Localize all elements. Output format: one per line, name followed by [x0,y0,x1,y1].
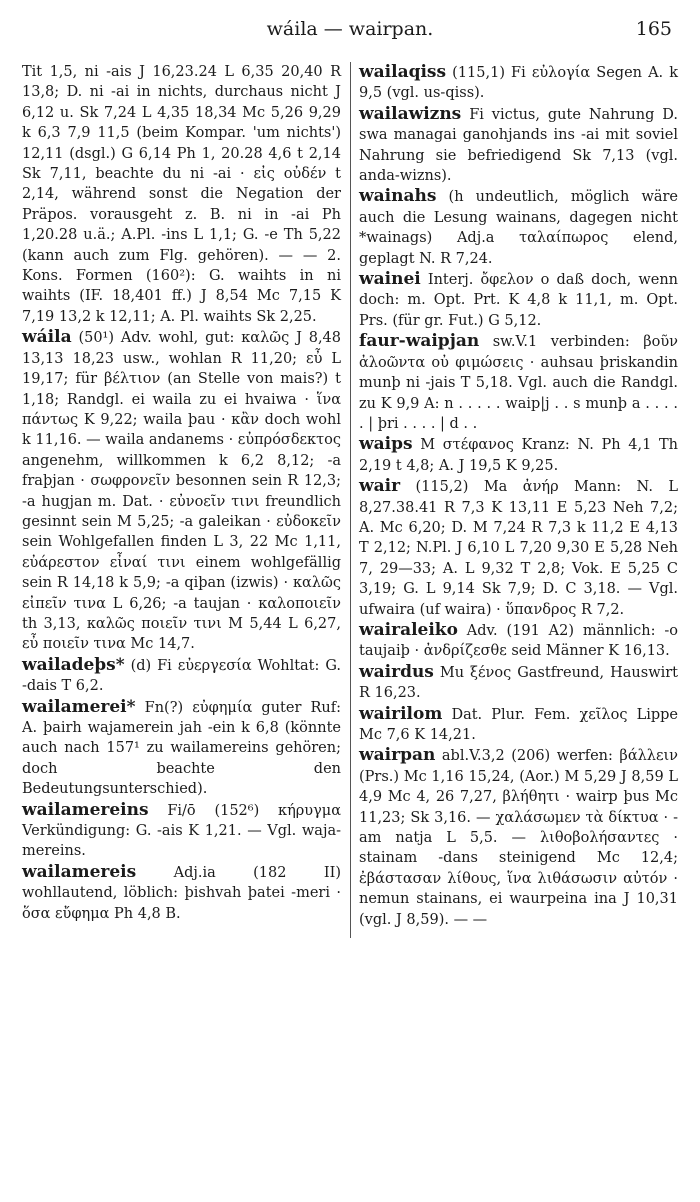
dictionary-entry [359,704,678,746]
entry-headword: wailawizns [359,103,462,124]
two-column-body [22,62,678,930]
entry-body: Adv. (191 A2) männlich: -o taujaiþ · ἀνδρίζεσθε seid Männer K 16,13. [359,622,678,660]
entry-body: Fi/ō (152⁶) κήρυγμα Verkündigung: G. -ais K 1,21. — Vgl. waja-mereins. [22,802,342,860]
dictionary-entry [22,62,341,327]
entry-headword: wailamereis [22,861,137,882]
entry-body: Dat. Plur. Fem. χεῖλος Lippe Mc 7,6 K 14,21. [359,706,679,743]
dictionary-entry [22,655,341,697]
entry-body: M στέφανος Kranz: N. Ph 4,1 Th 2,19 t 4,8; A. J 19,5 K 9,25. [359,437,679,474]
entry-headword: wairdus [359,661,434,682]
entry-headword: wailadeþs* [22,654,125,675]
dictionary-entry [22,862,341,924]
entry-body: (50¹) Adv. wohl, gut: καλῶς J 8,48 13,13 18,23 usw., wohlan R 11,20; εὖ L 19,17; für βέλτιον (an Stelle von mais?) t 1,18; Randgl. ei waila zu ei hvaiwa · ἵνα πάντως K 9,22; waila þau · κἂν doch wohl k 11,16. — waila andanems · εὐπρόσδεκτος angenehm, willkommen k 6,2 8,12; -a fraþjan · σωφρονεῖν besonnen sein R 12,3; -a hugjan m. Dat. · εὐνοεῖν τινι freundlich gesinnt sein M 5,25; -a galeikan · εὐδοκεῖν sein Wohlgefallen finden L 3, 22 Mc 1,11, εὐάρεστον εἶναί τινι einem wohlgefällig sein R 14,18 k 5,9; -a qiþan (izwis) · καλῶς εἰπεῖν τινα L 6,26; -a taujan · καλοποιεῖν th 3,13, καλῶς ποιεῖν τινι M 5,44 L 6,27, εὖ ποιεῖν τινα Mc 14,7. [22,330,342,653]
dictionary-entry [22,327,341,655]
entry-body: abl.V.3,2 (206) werfen: βάλλειν (Prs.) Mc 1,16 15,24, (Aor.) M 5,29 J 8,59 L 4,9 Mc 4, 26 7,27, βλήθητι · wairp þus Mc 11,23; Sk 3,16. — χαλάσωμεν τὰ δίκτυα · -am natja L 5,5. — λιθοβολήσαντες · stainam -dans steinigend Mc 12,4; ἐβάστασαν λίθους, ἵνα λιθάσωσιν αὐτόν · nemun stainans, ei waurpeina ina J 10,31 (vgl. J 8,59). — — [359,748,678,928]
entry-body: sw.V.1 verbinden: βοῦν ἀλοῶντα οὐ φιμώσεις · auhsau þriskandin munþ ni -jais T 5,18. Vgl. auch die Randgl. zu K 9,9 A: n . . . . . waip|j . . s munþ a . . . . . | þri . . . . | d . . [359,334,678,432]
entry-body: Fi victus, gute Nahrung D. swa managai ganohjands ins -ai mit soviel Nahrung sie befriedigend Sk 7,13 (vgl. anda-wizns). [359,106,679,185]
dictionary-entry [359,331,678,434]
right-column [359,62,678,930]
dictionary-entry [359,186,678,269]
dictionary-entry [359,745,678,930]
entry-headword: wairilom [359,703,443,724]
entry-headword: wailamereins [22,799,149,820]
running-header [22,14,678,44]
running-title: wáila — wairpan. [266,18,434,40]
dictionary-entry [359,104,678,187]
entry-body: (115,2) Ma ἀνήρ Mann: N. L 8,27.38.41 R 7,3 K 13,11 E 5,23 Neh 7,2; A. Mc 6,20; D. M 7,24 R 7,3 k 11,2 E 4,13 T 2,12; N.Pl. J 6,10 L 7,20 9,30 E 5,28 Neh 7, 29—33; A. L 9,32 T 2,8; Vok. E 5,25 C 3,19; G. L 9,14 Sk 7,9; D. C 3,18. — Vgl. ufwaira (uf waira) · ὕπανδρος R 7,2. [359,479,679,618]
entry-body: (h undeutlich, möglich wäre auch die Lesung wainans, dagegen nicht *wainags) Adj.a ταλαίπωρος elend, geplagt N. R 7,24. [359,189,679,267]
entry-body: Tit 1,5, ni -ais J 16,23.24 L 6,35 20,40 R 13,8; D. ni -ai in nichts, durchaus nicht J 6,12 u. Sk 7,24 L 4,35 18,34 Mc 5,26 9,29 k 6,3 7,9 11,5 (beim Kompar. 'um nichts') 12,11 (dsgl.) G 6,14 Ph 1, 20.28 4,6 t 2,14 Sk 7,11, beachte du ni -ai · εἰς οὐδέν t 2,14, während sonst die Negation der Präpos. vorausgeht z. B. ni in -ai Ph 1,20.28 u.ä.; A.Pl. -ins L 1,1; G. -e Th 5,22 (kann auch zum Flg. gehören). — — 2. Kons. Formen (160²): G. waihts in ni waihts (IF. 18,401 ff.) J 8,54 Mc 7,15 K 7,19 13,2 k 12,11; A. Pl. waihts Sk 2,25. [22,64,341,325]
entry-headword: wainahs [359,186,437,207]
entry-body: (115,1) Fi εὐλογία Segen A. k 9,5 (vgl. us-qiss). [359,65,679,102]
dictionary-entry [359,662,678,704]
entry-headword: wáila [22,327,72,348]
dictionary-entry [359,269,678,331]
entry-headword: wainei [359,269,421,290]
entry-body: Mu ξένος Gastfreund, Hauswirt R 16,23. [359,664,678,702]
dictionary-entry [359,476,678,620]
entry-body: (d) Fi εὐεργεσία Wohltat: G. -dais T 6,2. [22,657,341,695]
entry-body: Fn(?) εὐφημία guter Ruf: A. þairh wajamerein jah -ein k 6,8 (könnte auch nach 157¹ zu wailamereins gehören; doch beachte den Bedeutungsunterschied). [22,699,342,798]
entry-headword: wailaqiss [359,62,447,82]
entry-headword: wair [359,476,401,497]
dictionary-entry [359,620,678,662]
dictionary-entry [22,697,341,800]
dictionary-entry [359,62,678,104]
left-column [22,62,341,930]
entry-headword: wairaleiko [359,619,458,640]
entry-headword: wailamerei* [22,696,136,717]
entry-headword: faur-waipjan [359,331,480,352]
entry-headword: wairpan [359,745,436,766]
page-number: 165 [635,18,672,40]
dictionary-entry [22,800,341,862]
dictionary-entry [359,434,678,476]
entry-body: Adj.ia (182 II) wohllautend, löblich: þishvah þatei -meri · ὅσα εὔφημα Ph 4,8 B. [22,864,341,922]
entry-headword: waips [359,434,413,455]
entry-body: Interj. ὄφελον o daß doch, wenn doch: m. Opt. Prt. K 4,8 k 11,1, m. Opt. Prs. (für gr. Fut.) G 5,12. [359,272,679,329]
